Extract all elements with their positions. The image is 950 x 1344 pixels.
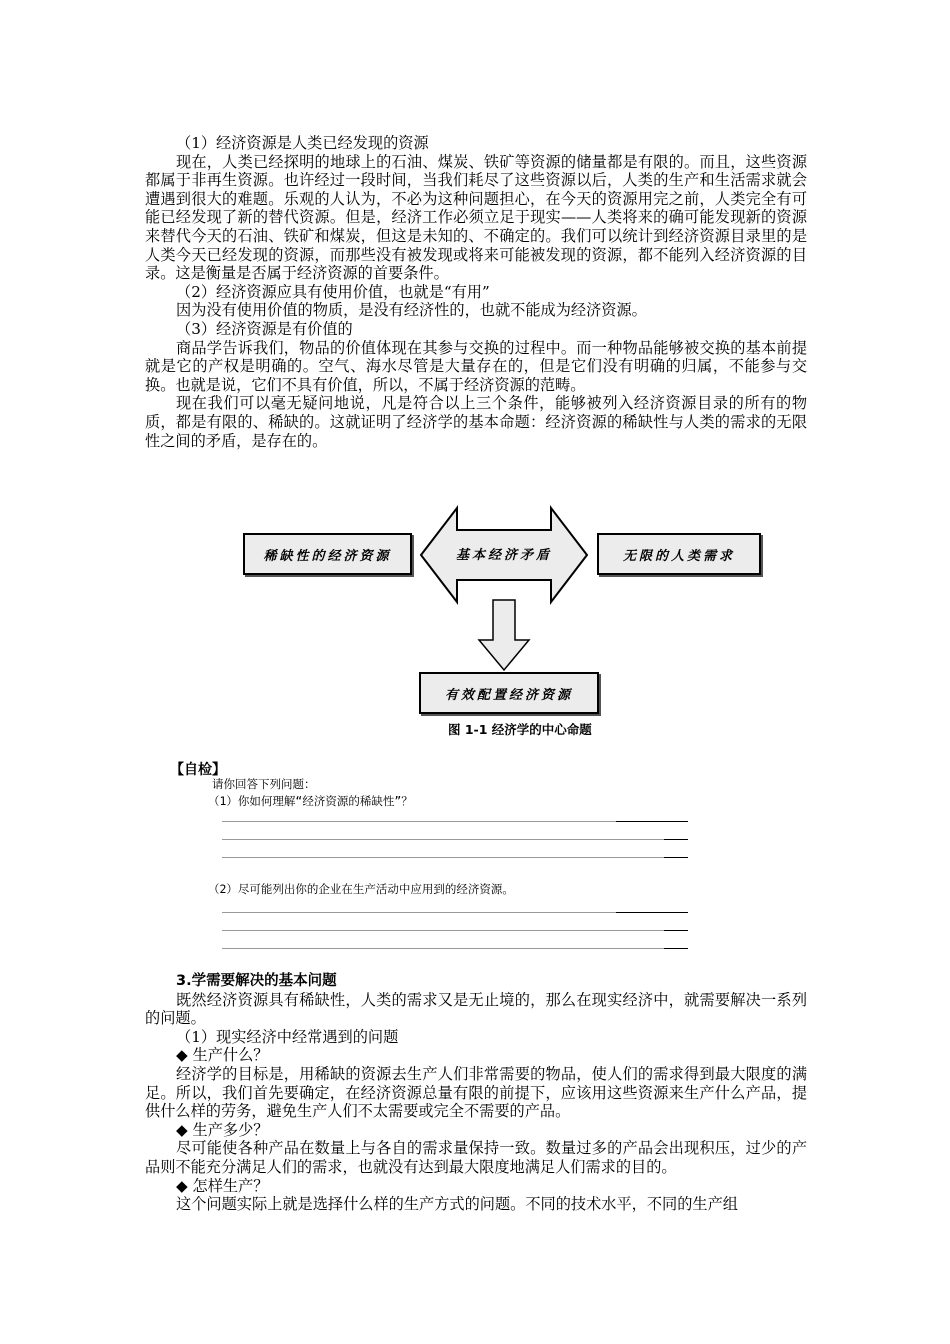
answer-line-end	[664, 948, 688, 949]
section-3-intro: 既然经济资源具有稀缺性，人类的需求又是无止境的，那么在现实经济中，就需要解决一系列的问题。	[145, 990, 807, 1028]
bullet-how-much: ◆ 生产多少？	[176, 1120, 269, 1139]
scarce-resources-box: 稀缺性的经济资源	[243, 533, 412, 575]
figure-caption: 图 1-1 经济学的中心命题	[448, 722, 592, 737]
answer-line-end	[664, 839, 688, 840]
what-to-produce-body: 经济学的目标是，用稀缺的资源去生产人们非常需要的物品，使人们的需求得到最大限度的满足。所以，我们首先要确定，在经济资源总量有限的前提下，应该用这些资源来生产什么产品，提供什么样的劳务，避免生产人们不太需要或完全不需要的产品。	[145, 1064, 807, 1121]
answer-line	[222, 912, 616, 913]
condition-2-heading: （2）经济资源应具有使用价值，也就是“有用”	[176, 282, 490, 301]
answer-line-end	[616, 821, 688, 822]
answer-line	[222, 930, 664, 931]
section-3-heading: 3.学需要解决的基本问题	[176, 973, 337, 989]
central-proposition-diagram	[235, 500, 765, 740]
answer-line-end	[616, 912, 688, 913]
conclusion-paragraph: 现在我们可以毫无疑问地说，凡是符合以上三个条件，能够被列入经济资源目录的所有的物质，都是有限的、稀缺的。这就证明了经济学的基本命题：经济资源的稀缺性与人类的需求的无限性之间的矛盾，是存在的。	[145, 394, 807, 450]
how-much-body: 尽可能使各种产品在数量上与各自的需求量保持一致。数量过多的产品会出现积压，过少的产品则不能充分满足人们的需求，也就没有达到最大限度地满足人们需求的目的。	[145, 1139, 807, 1176]
bullet-how-to-produce: ◆ 怎样生产？	[176, 1176, 269, 1195]
answer-line-end	[664, 857, 688, 858]
resource-conditions-section	[145, 134, 807, 450]
answer-line	[222, 857, 664, 858]
basic-contradiction-label: 基本经济矛盾	[455, 548, 552, 563]
unlimited-needs-box: 无限的人类需求	[597, 533, 761, 575]
efficient-allocation-box: 有效配置经济资源	[419, 672, 599, 714]
answer-line-end	[664, 930, 688, 931]
question-2: （2）尽可能列出你的企业在生产活动中应用到的经济资源。	[208, 882, 514, 896]
question-1: （1）你如何理解“经济资源的稀缺性”？	[208, 794, 413, 808]
self-check-title: 【自检】	[170, 762, 226, 778]
answer-line	[222, 948, 664, 949]
condition-2-body: 因为没有使用价值的物质，是没有经济性的，也就不能成为经济资源。	[176, 301, 647, 320]
condition-1-body: 现在，人类已经探明的地球上的石油、煤炭、铁矿等资源的储量都是有限的。而且，这些资源都属于非再生资源。也许经过一段时间，当我们耗尽了这些资源以后，人类的生产和生活需求就会遭遇到很大的难题。乐观的人认为，不必为这种问题担心，在今天的资源用完之前，人类完全有可能已经发现了新的替代资源。但是，经济工作必须立足于现实——人类将来的确可能发现新的资源来替代今天的石油、铁矿和煤炭，但这是未知的、不确定的。我们可以统计到经济资源目录里的是人类今天已经发现的资源，而那些没有被发现或将来可能被发现的资源，都不能列入经济资源的目录。这是衡量是否属于经济资源的首要条件。	[145, 152, 807, 283]
bullet-what-to-produce: ◆ 生产什么？	[176, 1046, 269, 1065]
answer-line	[222, 821, 616, 822]
answer-line	[222, 839, 664, 840]
how-to-produce-body: 这个问题实际上就是选择什么样的生产方式的问题。不同的技术水平，不同的生产组	[176, 1195, 738, 1214]
condition-1-heading: （1）经济资源是人类已经发现的资源	[176, 134, 429, 152]
section-3-subheading: （1）现实经济中经常遇到的问题	[176, 1027, 399, 1046]
self-check-prompt: 请你回答下列问题：	[212, 777, 316, 791]
down-arrow-shape	[479, 600, 529, 670]
condition-3-heading: （3）经济资源是有价值的	[176, 319, 353, 338]
self-check-section	[170, 759, 710, 896]
condition-3-body: 商品学告诉我们，物品的价值体现在其参与交换的过程中。而一种物品能够被交换的基本前提就是它的产权是明确的。空气、海水尽管是大量存在的，但是它们没有明确的归属，不能参与交换。也就是说，它们不具有价值，所以，不属于经济资源的范畴。	[145, 338, 807, 394]
basic-problems-section	[145, 972, 807, 1214]
